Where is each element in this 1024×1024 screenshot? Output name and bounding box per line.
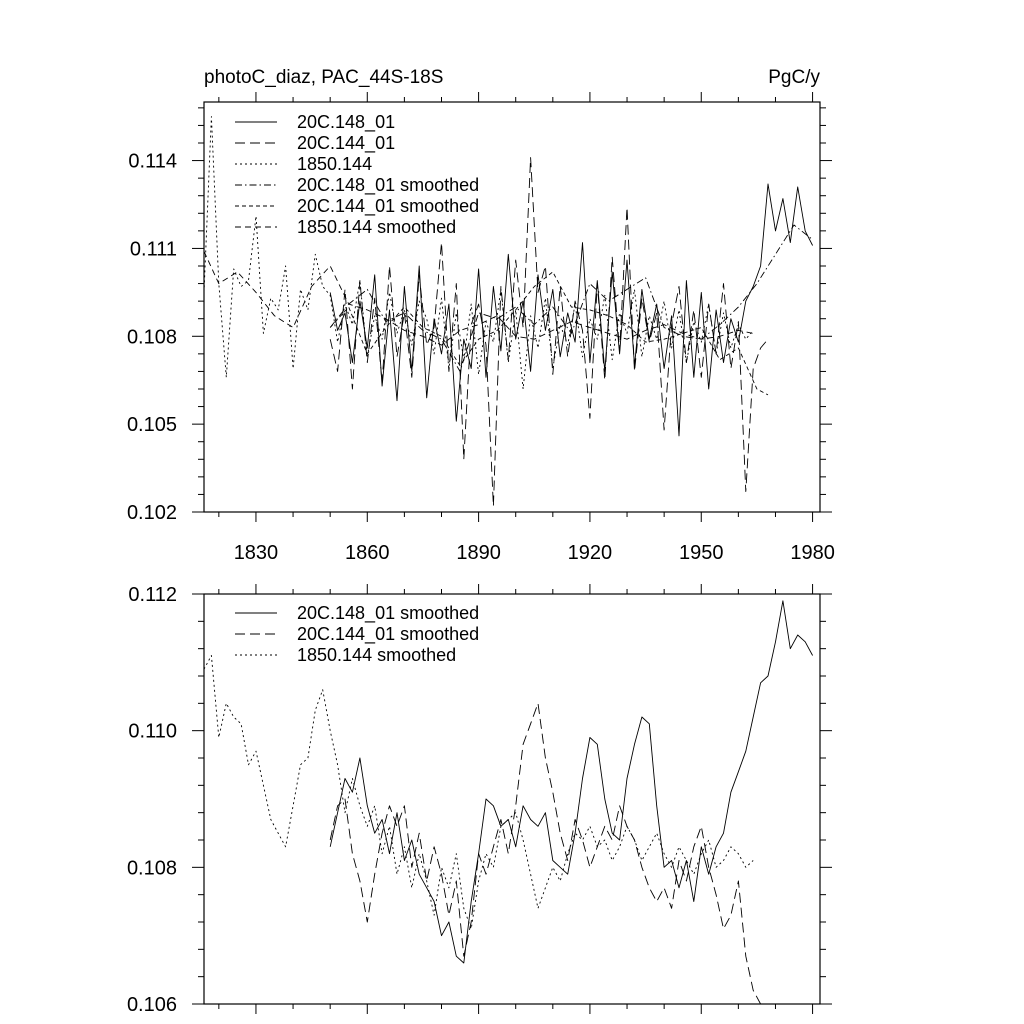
top-axis-ticks [127,92,835,564]
legend-label: 20C.144_01 smoothed [297,624,480,644]
x-tick-label: 1830 [233,542,279,564]
legend-label: 20C.148_01 smoothed [297,175,480,195]
x-tick-label: 1920 [567,542,613,564]
bottom-legend [235,603,479,665]
bottom-axis-ticks [127,584,832,1016]
series-line [330,225,812,371]
bottom-panel [127,584,832,1016]
legend-label: 20C.148_01 [297,112,396,132]
series-line [330,272,768,395]
legend-label: 1850.144 smoothed [297,217,457,237]
legend-label: 20C.144_01 smoothed [297,196,480,216]
x-tick-label: 1890 [456,542,501,564]
y-tick-label: 0.108 [126,326,177,349]
y-tick-label: 0.114 [128,150,177,173]
chart-title: photoC_diaz, PAC_44S-18S [204,67,444,88]
units-label: PgC/y [768,67,820,88]
legend-label: 1850.144 smoothed [297,645,457,665]
y-tick-label: 0.106 [126,994,177,1016]
top-legend [235,112,479,237]
series-line [204,656,753,929]
y-tick-label: 0.111 [129,238,177,261]
y-tick-label: 0.102 [126,502,177,524]
top-panel [127,67,835,564]
series-line [204,117,753,389]
x-tick-label: 1950 [679,542,724,564]
bottom-series-group [204,601,813,1004]
y-tick-label: 0.108 [126,857,177,880]
legend-label: 1850.144 [297,154,373,174]
x-tick-label: 1860 [345,542,390,564]
y-tick-label: 0.110 [128,720,177,743]
top-series-group [204,117,813,507]
legend-label: 20C.148_01 smoothed [297,603,480,623]
y-tick-label: 0.112 [128,584,177,606]
x-tick-label: 1980 [790,542,835,564]
legend-label: 20C.144_01 [297,133,396,153]
y-tick-label: 0.105 [126,414,177,437]
series-line [330,703,760,1004]
